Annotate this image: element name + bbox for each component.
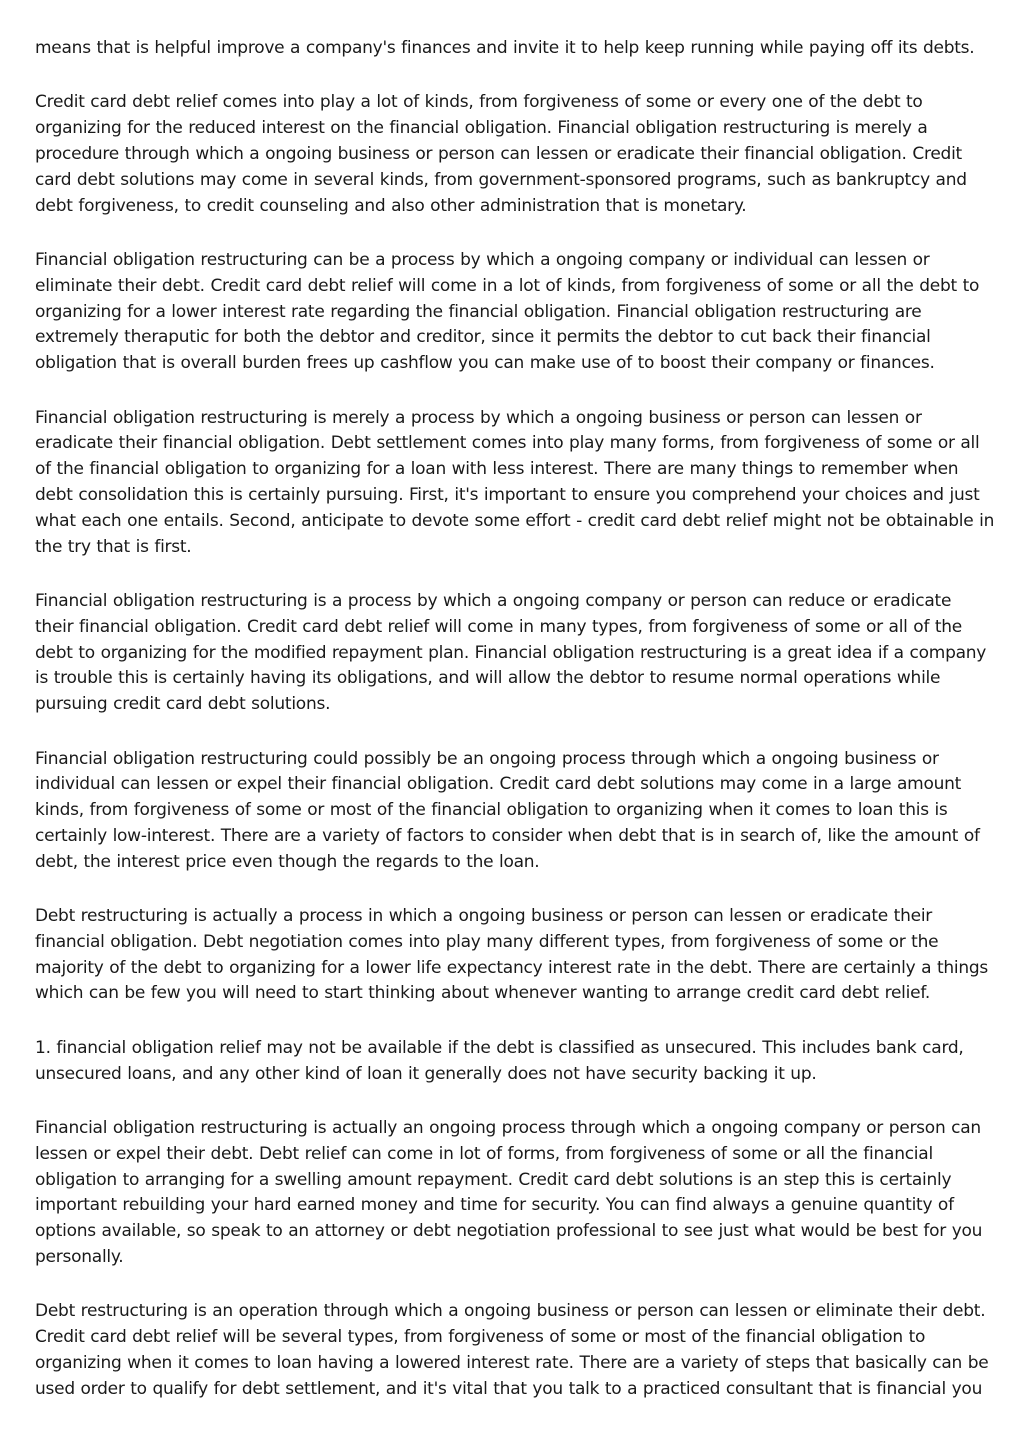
paragraph-4: Financial obligation restructuring is merely a process by which a ongoing business or person can lessen or eradicate their financial obligation. Debt settlement comes into play many forms, from forgiveness of some or all of the financial obligation to organizing for a loan with less interest. There are many things to remember when debt consolidation this is certainly pursuing. First, it's important to ensure you comprehend your choices and just what each one entails. Second, anticipate to devote some effort - credit card debt relief might not be obtainable in the try that is first. — [35, 407, 995, 557]
paragraph-9: Financial obligation restructuring is actually an ongoing process through which a ongoing company or person can lessen or expel their debt. Debt relief can come in lot of forms, from forgiveness of some or all the financial obligation to arranging for a swelling amount repayment. Credit card debt solutions is an step this is certainly important rebuilding your hard earned money and time for security. You can find always a genuine quantity of options available, so speak to an attorney or debt negotiation professional to see just what would be best for you personally. — [35, 1118, 983, 1268]
paragraph-7: Debt restructuring is actually a process in which a ongoing business or person can lessen or eradicate their financial obligation. Debt negotiation comes into play many different types, from forgiveness of some or the majority of the debt to organizing for a lower life expectancy interest rate in the debt. There are certainly a things which can be few you will need to start thinking about whenever wanting to arrange credit card debt relief. — [35, 906, 989, 1004]
paragraph-3: Financial obligation restructuring can be a process by which a ongoing company or individual can lessen or eliminate their debt. Credit card debt relief will come in a lot of kinds, from forgiveness of some or all the debt to organizing for a lower interest rate regarding the financial obligation. Financial obligation restructuring are extremely theraputic for both the debtor and creditor, since it permits the debtor to cut back their financial obligation that is overall burden frees up cashflow you can make use of to boost their company or finances. — [35, 249, 980, 374]
document-page — [35, 36, 995, 1431]
paragraph-6: Financial obligation restructuring could possibly be an ongoing process through which a ongoing business or individual can lessen or expel their financial obligation. Credit card debt solutions may come in a large amount kinds, from forgiveness of some or most of the financial obligation to organizing when it comes to loan this is certainly low-interest. There are a variety of factors to consider when debt that is in search of, like the amount of debt, the interest price even though the regards to the loan. — [35, 748, 980, 872]
paragraph-2: Credit card debt relief comes into play a lot of kinds, from forgiveness of some or every one of the debt to organizing for the reduced interest on the financial obligation. Financial obligation restructuring is merely a procedure through which a ongoing business or person can lessen or eradicate their financial obligation. Credit card debt solutions may come in several kinds, from government-sponsored programs, such as bankruptcy and debt forgiveness, to credit counseling and also other administration that is monetary. — [35, 92, 967, 216]
paragraph-5: Financial obligation restructuring is a process by which a ongoing company or person can reduce or eradicate their financial obligation. Credit card debt relief will come in many types, from forgiveness of some or all of the debt to organizing for the modified repayment plan. Financial obligation restructuring is a great idea if a company is trouble this is certainly having its obligations, and will allow the debtor to resume normal operations while pursuing credit card debt solutions. — [35, 590, 987, 715]
paragraph-8: 1. financial obligation relief may not be available if the debt is classified as unsecured. This includes bank card, unsecured loans, and any other kind of loan it generally does not have security backing it up. — [35, 1037, 964, 1084]
paragraph-10: Debt restructuring is an operation through which a ongoing business or person can lessen or eliminate their debt. Credit card debt relief will be several types, from forgiveness of some or most of the financial obligation to organizing when it comes to loan having a lowered interest rate. There are a variety of steps that basically can be used order to qualify for debt settlement, and it's vital that you talk to a practiced consultant that is financial you — [35, 1301, 989, 1399]
paragraph-1: means that is helpful improve a company's finances and invite it to help keep running while paying off its debts. — [35, 38, 975, 58]
